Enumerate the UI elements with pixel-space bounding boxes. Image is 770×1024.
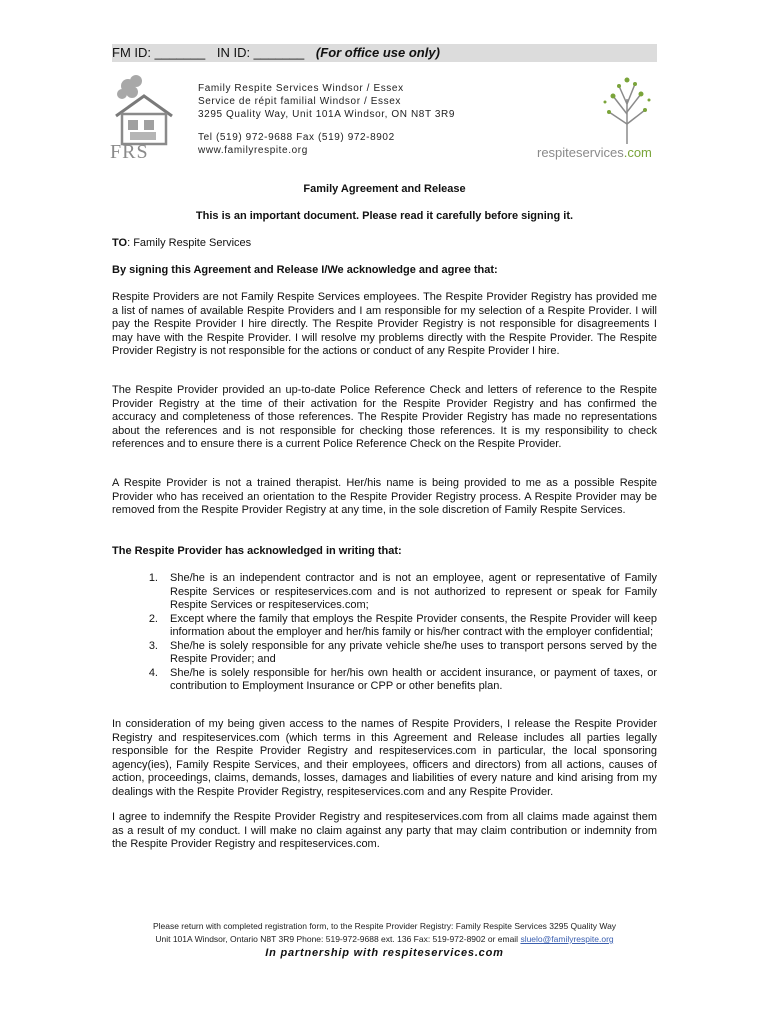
footer-line-1: Please return with completed registration form, to the Respite Provider Registry: Family Respite Services 3295 Quality Way [152, 921, 617, 931]
important-notice: This is an important document. Please read it carefully before signing it. [195, 210, 574, 222]
office-use-note: (For office use only) [315, 45, 440, 60]
frs-logo [108, 72, 180, 160]
acknowledgement-list [112, 572, 657, 694]
respiteservices-logo-text: respiteservices.com [537, 145, 652, 160]
paragraph-indemnify: I agree to indemnify the Respite Provider Registry and respiteservices.com from all claims made against them as a result of my conduct. I will make no claim against any party that may claim contribution or indemnity from the Respite Provider Registry and respiteservices.com. [112, 811, 657, 850]
addressee-line [112, 237, 251, 249]
address-website: www.familyrespite.org [198, 145, 308, 156]
acknowledgement-heading: The Respite Provider has acknowledged in writing that: [112, 545, 402, 557]
address-org-en: Family Respite Services Windsor / Essex [198, 83, 404, 94]
document-title: Family Agreement and Release [303, 183, 466, 195]
fm-id-field: FM ID: _______ [112, 45, 206, 60]
paragraph-providers: Respite Providers are not Family Respite Services employees. The Respite Provider Registry has provided me a list of names of available Respite Providers and I am responsible for my selection of a Respite Provider. I will pay the Respite Provider I hire directly. The Respite Provider Registry is not responsible for disagreements I may have with the Respite Provider. I will resolve my problems directly with the Respite Provider. The Respite Provider Registry is not responsible for the actions or conduct of any Respite Provider I hire. [112, 291, 657, 357]
footer-email-link[interactable]: sluelo@familyrespite.org [520, 934, 614, 944]
agreement-lead: By signing this Agreement and Release I/We acknowledge and agree that: [112, 264, 498, 276]
paragraph-therapist: A Respite Provider is not a trained therapist. Her/his name is being provided to me as a possible Respite Provider who has received an orientation to the Respite Provider Registry process. A Respite Provider may be removed from the Respite Provider Registry at any time, in the sole discretion of Family Respite Services. [112, 477, 657, 516]
address-block [198, 82, 455, 157]
address-street: 3295 Quality Way, Unit 101A Windsor, ON N8T 3R9 [198, 109, 456, 120]
address-org-fr: Service de répit familial Windsor / Essex [198, 96, 401, 107]
to-label: TO [112, 237, 128, 249]
paragraph-references: The Respite Provider provided an up-to-date Police Reference Check and letters of reference to the Respite Provider Registry at the time of their activation for the Respite Provider Registry and has confirmed the accuracy and completeness of those references. The Respite Provider Registry has made no representations about the references and is not responsible for checking those references. It is my responsibility to check references and to ensure there is a current Police Reference Check on the Respite Provider. [112, 384, 657, 450]
office-use-line [112, 44, 657, 62]
address-phone: Tel (519) 972-9688 Fax (519) 972-8902 [198, 132, 395, 143]
list-item: 4. She/he is solely responsible for her/his own health or accident insurance, or payment of taxes, or contribution to Employment Insurance or CPP or other benefits plan. [148, 666, 657, 692]
in-id-field: IN ID: _______ [216, 45, 305, 60]
frs-logo-text: FRS [110, 141, 149, 160]
partnership-line: In partnership with respiteservices.com [265, 947, 504, 959]
footer-line-2: Unit 101A Windsor, Ontario N8T 3R9 Phone: 519-972-9688 ext. 136 Fax: 519-972-8902 or email sluelo@familyrespite.org [155, 934, 614, 944]
list-item: 1. She/he is an independent contractor and is not an employee, agent or representative of Family Respite Services or respiteservices.com and is not authorized to represent or speak for Family Respite Services or respiteservices.com; [148, 572, 657, 611]
paragraph-release: In consideration of my being given access to the names of Respite Providers, I release the Respite Provider Registry and respiteservices.com (which terms in this Agreement and Release includes all parties legally responsible for the Respite Provider Registry and respiteservices.com in particular, the local sponsoring agency(ies), Family Respite Services, and their employees, officers and directors) from all actions, causes of action, proceedings, claims, demands, losses, damages and liabilities of every nature and kind arising from my dealings with the Respite Provider Registry, respiteservices.com and any Respite Provider. [112, 718, 657, 798]
to-value: : Family Respite Services [127, 237, 252, 249]
footer-instructions [112, 920, 657, 946]
list-item: 3. She/he is solely responsible for any private vehicle she/he uses to transport persons served by the Respite Provider; and [148, 639, 657, 665]
list-item: 2. Except where the family that employs the Respite Provider consents, the Respite Provider will keep information about the employer and her/his family or his/her contract with the employer confidential; [148, 612, 657, 638]
